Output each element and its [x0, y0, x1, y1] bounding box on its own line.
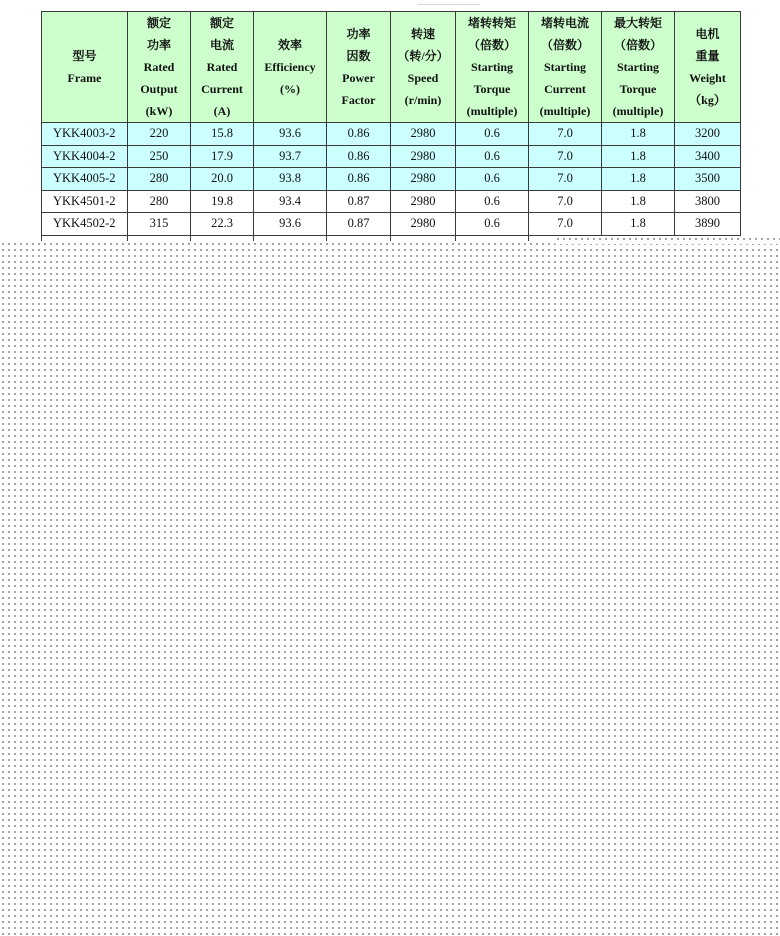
- frame-cell: YKK4003-2: [42, 123, 128, 146]
- table-cell: 7.0: [529, 123, 602, 146]
- table-cell: 93.8: [254, 168, 327, 191]
- column-header-line: 额定: [146, 16, 171, 30]
- column-header-line: Torque: [473, 82, 511, 96]
- table-cell: 0.86: [327, 168, 391, 191]
- column-header-line: (multiple): [539, 104, 591, 118]
- table-row: [42, 123, 741, 146]
- table-cell: 0.86: [327, 145, 391, 168]
- column-header-line: Starting: [544, 60, 586, 74]
- column-header-line: Starting: [471, 60, 513, 74]
- table-cell: 93.6: [254, 123, 327, 146]
- table-cell: 315: [128, 213, 191, 236]
- column-header-line: 额定: [209, 16, 234, 30]
- table-cell: 2980: [391, 190, 456, 213]
- dotted-mask-overlay: [0, 241, 780, 936]
- column-header-line: Weight: [689, 71, 726, 85]
- column-header-line: Efficiency: [264, 60, 316, 74]
- table-cell: 1.8: [602, 168, 675, 191]
- column-header-line: Current: [544, 82, 586, 96]
- column-header: [191, 12, 254, 123]
- table-cell: 280: [128, 168, 191, 191]
- table-row: [42, 168, 741, 191]
- column-header-line: 转速: [410, 27, 435, 41]
- column-header-line: （倍数）: [613, 38, 662, 52]
- column-header: [254, 12, 327, 123]
- column-header-line: (multiple): [612, 104, 664, 118]
- table-cell: 0.6: [456, 145, 529, 168]
- column-header-line: （倍数）: [467, 38, 516, 52]
- table-cell: 93.6: [254, 213, 327, 236]
- column-header-line: 效率: [277, 38, 302, 52]
- table-cell: 220: [128, 123, 191, 146]
- column-header: [42, 12, 128, 123]
- column-header-line: (kW): [145, 104, 173, 118]
- frame-cell: YKK4004-2: [42, 145, 128, 168]
- column-header-line: （kg）: [689, 93, 726, 107]
- table-cell: 0.87: [327, 213, 391, 236]
- table-cell: 93.7: [254, 145, 327, 168]
- table-cell: 3400: [675, 145, 741, 168]
- column-header-line: 重量: [695, 49, 720, 63]
- table-region: [0, 0, 780, 257]
- column-header-line: Torque: [619, 82, 657, 96]
- table-cell: 1.8: [602, 213, 675, 236]
- column-header: [327, 12, 391, 123]
- table-cell: 1.8: [602, 145, 675, 168]
- column-header-line: （转/分）: [397, 49, 449, 63]
- column-header-line: 堵转电流: [540, 16, 589, 30]
- table-header: [42, 12, 741, 123]
- table-row: [42, 145, 741, 168]
- table-cell: 0.6: [456, 168, 529, 191]
- column-header-line: (multiple): [466, 104, 518, 118]
- table-cell: 1.8: [602, 190, 675, 213]
- column-header-line: （倍数）: [540, 38, 589, 52]
- column-header: [675, 12, 741, 123]
- column-header-line: Factor: [341, 93, 376, 107]
- table-cell: 2980: [391, 123, 456, 146]
- column-header-line: Frame: [67, 71, 102, 85]
- table-cell: 3200: [675, 123, 741, 146]
- column-header-line: Rated: [143, 60, 175, 74]
- table-cell: 7.0: [529, 190, 602, 213]
- table-cell: 0.6: [456, 190, 529, 213]
- column-header-line: (%): [280, 82, 300, 96]
- header-row: [42, 12, 741, 123]
- column-header: [456, 12, 529, 123]
- table-cell: 17.9: [191, 145, 254, 168]
- table-cell: 15.8: [191, 123, 254, 146]
- column-header-line: 堵转转矩: [467, 16, 516, 30]
- column-header-line: Rated: [206, 60, 238, 74]
- column-header-line: Current: [201, 82, 243, 96]
- column-header-line: 电机: [695, 27, 720, 41]
- table-row: [42, 190, 741, 213]
- table-cell: 22.3: [191, 213, 254, 236]
- table-cell: 19.8: [191, 190, 254, 213]
- table-cell: 7.0: [529, 145, 602, 168]
- table-cell: 250: [128, 145, 191, 168]
- table-cell: 0.86: [327, 123, 391, 146]
- column-header: [602, 12, 675, 123]
- table-cell: 3890: [675, 213, 741, 236]
- column-header-line: 功率: [346, 27, 371, 41]
- table-cell: 0.6: [456, 123, 529, 146]
- column-header-line: Output: [140, 82, 178, 96]
- column-header-line: Speed: [407, 71, 439, 85]
- table-cell: 2980: [391, 168, 456, 191]
- table-row: [42, 213, 741, 236]
- column-header-line: 功率: [146, 38, 171, 52]
- table-cell: 3800: [675, 190, 741, 213]
- table-cell: 3500: [675, 168, 741, 191]
- table-cell: 280: [128, 190, 191, 213]
- table-cell: 0.87: [327, 190, 391, 213]
- table-cell: 2980: [391, 213, 456, 236]
- frame-cell: YKK4005-2: [42, 168, 128, 191]
- column-header-line: 电流: [209, 38, 234, 52]
- column-header: [128, 12, 191, 123]
- table-cell: 0.6: [456, 213, 529, 236]
- column-header-line: 因数: [346, 49, 371, 63]
- column-header-line: (A): [213, 104, 231, 118]
- table-cell: 7.0: [529, 168, 602, 191]
- table-cell: 93.4: [254, 190, 327, 213]
- column-header-line: Starting: [617, 60, 659, 74]
- column-header: [529, 12, 602, 123]
- column-header-line: (r/min): [404, 93, 442, 107]
- column-header-line: Power: [342, 71, 375, 85]
- table-cell: 2980: [391, 145, 456, 168]
- table-cell: 20.0: [191, 168, 254, 191]
- frame-cell: YKK4502-2: [42, 213, 128, 236]
- table-cell: 1.8: [602, 123, 675, 146]
- table-cell: 7.0: [529, 213, 602, 236]
- motor-spec-table: [41, 11, 741, 257]
- column-header-line: 最大转矩: [613, 16, 662, 30]
- column-header-line: 型号: [72, 49, 97, 63]
- column-header: [391, 12, 456, 123]
- dotted-mask-overlay-edge: [555, 236, 780, 244]
- frame-cell: YKK4501-2: [42, 190, 128, 213]
